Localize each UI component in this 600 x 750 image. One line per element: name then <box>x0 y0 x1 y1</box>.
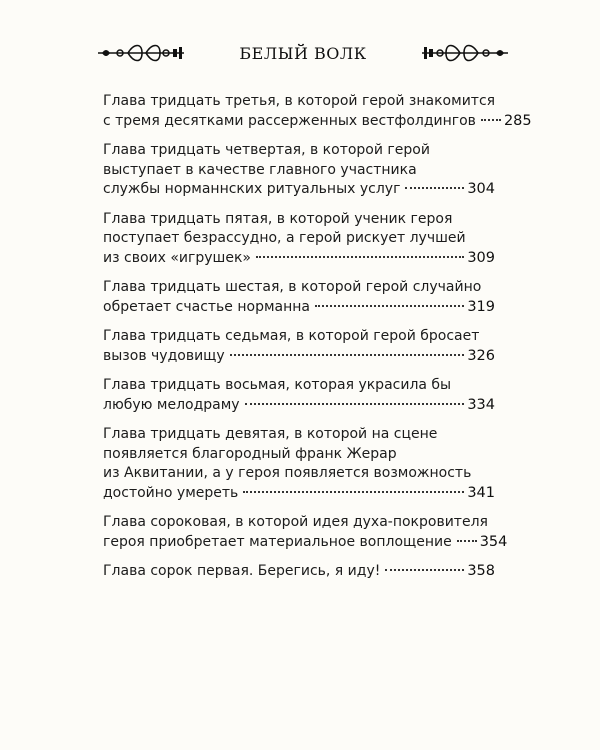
dot-leader <box>256 256 464 258</box>
dot-leader <box>405 187 464 189</box>
ornament-scroll-icon <box>98 42 184 64</box>
toc-entry-text: Глава тридцать восьмая, которая украсила бы <box>103 377 452 393</box>
running-header <box>98 38 508 68</box>
toc-entry[interactable] <box>103 278 495 317</box>
page-number: 326 <box>467 347 495 364</box>
toc-entry-text: Глава тридцать третья, в которой герой знакомится <box>103 93 496 109</box>
dot-leader <box>385 569 464 571</box>
toc-entry-text: Глава тридцать четвертая, в которой герой <box>103 142 430 158</box>
toc-entry-last-line <box>103 533 508 553</box>
toc-entry-text: вызов чудовищу <box>103 347 225 364</box>
toc-entry-text: Глава сорок первая. Берегись, я иду! <box>103 563 381 579</box>
toc-entry[interactable] <box>103 376 495 415</box>
page-number: 304 <box>467 181 495 197</box>
toc-entry-text: из Аквитании, а у героя появляется возможность <box>103 465 472 481</box>
toc-entry-text: любую мелодраму <box>103 396 240 413</box>
toc-entry[interactable] <box>103 141 495 200</box>
table-of-contents <box>103 92 532 592</box>
page-number: 309 <box>467 249 495 266</box>
toc-entry-text: обретает счастье норманна <box>103 298 310 315</box>
toc-entry-text: из своих «игрушек» <box>103 249 251 266</box>
toc-entry-text: службы норманнских ритуальных услуг <box>103 181 401 197</box>
toc-entry-last-line <box>103 249 495 269</box>
toc-entry[interactable] <box>103 92 532 131</box>
toc-entry[interactable] <box>103 327 495 366</box>
dot-leader <box>481 119 501 121</box>
dot-leader <box>315 305 464 307</box>
dot-leader <box>457 540 477 542</box>
page-number: 319 <box>467 298 495 315</box>
toc-entry-last-line <box>103 396 495 416</box>
toc-entry-text: Глава сороковая, в которой идея духа-покровителя <box>103 514 488 530</box>
toc-entry[interactable] <box>103 513 508 552</box>
dot-leader <box>243 491 464 493</box>
toc-entry[interactable] <box>103 425 495 503</box>
toc-entry-last-line <box>103 112 532 132</box>
running-title: БЕЛЫЙ ВОЛК <box>239 43 367 63</box>
dot-leader <box>245 403 465 405</box>
dot-leader <box>230 354 465 356</box>
toc-entry-text: достойно умереть <box>103 484 239 501</box>
toc-entry[interactable] <box>103 210 495 269</box>
toc-entry-text: Глава тридцать седьмая, в которой герой бросает <box>103 328 480 344</box>
toc-entry[interactable] <box>103 562 495 582</box>
toc-entry-text: героя приобретает материальное воплощение <box>103 533 452 550</box>
toc-entry-text: Глава тридцать шестая, в которой герой случайно <box>103 279 482 295</box>
page-number: 285 <box>503 112 532 129</box>
page-number: 334 <box>467 396 495 413</box>
page-number: 354 <box>479 533 508 550</box>
ornament-scroll-icon <box>422 42 508 64</box>
page-number: 358 <box>467 563 495 579</box>
toc-entry-text: Глава тридцать пятая, в которой ученик героя <box>103 210 453 227</box>
toc-entry-text: поступает безрассудно, а герой рискует лучшей <box>103 230 466 246</box>
toc-entry-text: выступает в качестве главного участника <box>103 161 417 178</box>
toc-entry-text: с тремя десятками рассерженных вестфолдингов <box>103 112 476 129</box>
toc-entry-last-line <box>103 298 495 318</box>
toc-entry-last-line <box>103 562 495 582</box>
toc-entry-text: Глава тридцать девятая, в которой на сцене <box>103 426 438 442</box>
toc-entry-last-line <box>103 484 495 504</box>
page-number: 341 <box>467 484 495 501</box>
toc-entry-last-line <box>103 180 495 200</box>
toc-entry-text: появляется благородный франк Жерар <box>103 445 397 462</box>
toc-entry-last-line <box>103 347 495 367</box>
